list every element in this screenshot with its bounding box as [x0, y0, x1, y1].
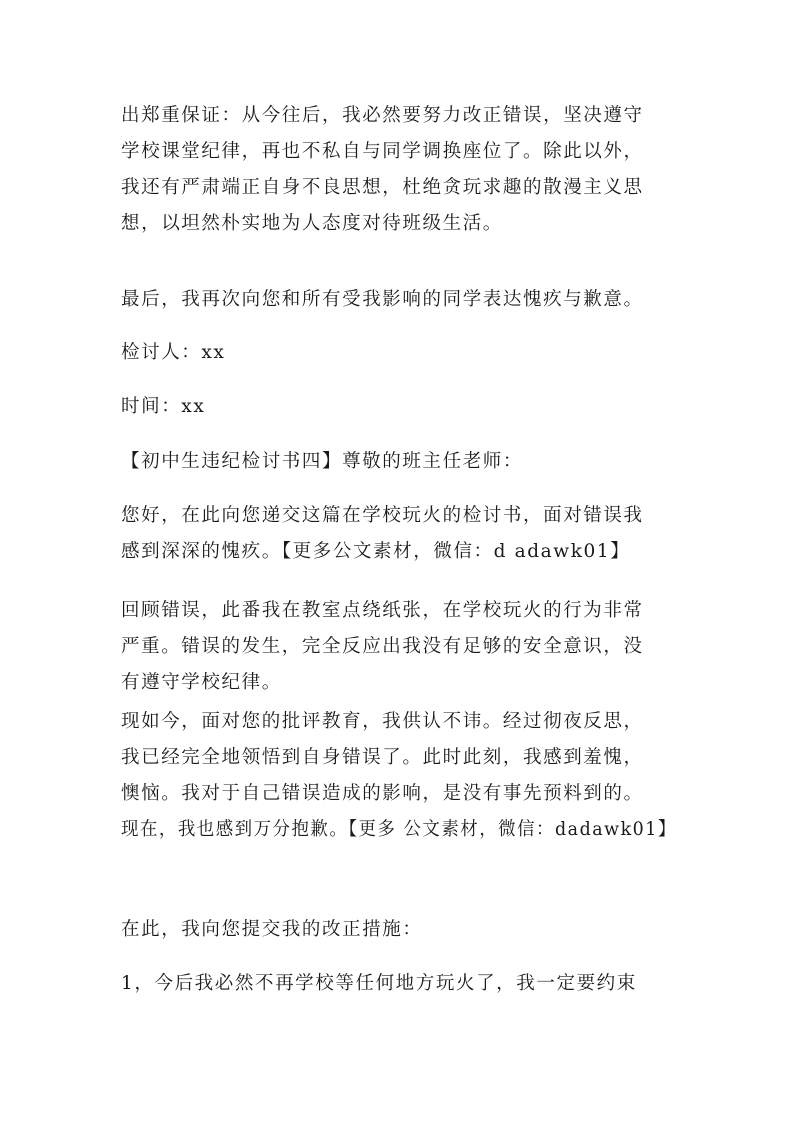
text-line: 时间：xx: [121, 396, 206, 417]
signer-line: [121, 335, 677, 371]
paragraph-greeting: [121, 498, 677, 570]
text-line: 有遵守学校纪律。: [121, 672, 282, 693]
paragraph-measures-intro: [121, 912, 677, 948]
paragraph-reflection: [121, 704, 677, 848]
paragraph-measure-1: [121, 966, 677, 1002]
text-line: 现如今，面对您的批评教育，我供认不讳。经过彻夜反思，: [121, 711, 644, 732]
text-line: 回顾错误，此番我在教室点绕纸张，在学校玩火的行为非常: [121, 600, 644, 621]
paragraph-guarantee: [121, 98, 677, 242]
text-line: 懊恼。我对于自己错误造成的影响，是没有事先预料到的。: [121, 783, 644, 804]
text-line: 检讨人：xx: [121, 342, 226, 363]
text-line: 严重。错误的发生，完全反应出我没有足够的安全意识，没: [121, 636, 644, 657]
text-line: 我已经完全地领悟到自身错误了。此时此刻，我感到羞愧，: [121, 747, 644, 768]
paragraph-apology: [121, 282, 677, 318]
text-line: 您好，在此向您递交这篇在学校玩火的检讨书，面对错误我: [121, 505, 644, 526]
text-line: 最后，我再次向您和所有受我影响的同学表达愧疚与歉意。: [121, 289, 644, 310]
text-line: 出郑重保证：从今往后，我必然要努力改正错误，坚决遵守: [121, 105, 644, 126]
section-heading: [121, 444, 677, 480]
text-line: 现在，我也感到万分抱歉。【更多 公文素材，微信：dadawk01】: [121, 819, 677, 840]
text-line: 学校课堂纪律，再也不私自与同学调换座位了。除此以外，: [121, 141, 644, 162]
paragraph-review: [121, 593, 677, 701]
text-line: 在此，我向您提交我的改正措施：: [121, 919, 423, 940]
text-line: 【初中生违纪检讨书四】尊敬的班主任老师：: [121, 451, 524, 472]
text-line: 感到深深的愧疚。【更多公文素材，微信：d adawk01】: [121, 541, 631, 562]
text-line: 我还有严肃端正自身不良思想，杜绝贪玩求趣的散漫主义思: [121, 177, 644, 198]
text-line: 1，今后我必然不再学校等任何地方玩火了，我一定要约束: [121, 973, 637, 994]
text-line: 想，以坦然朴实地为人态度对待班级生活。: [121, 213, 503, 234]
date-line: [121, 389, 677, 425]
